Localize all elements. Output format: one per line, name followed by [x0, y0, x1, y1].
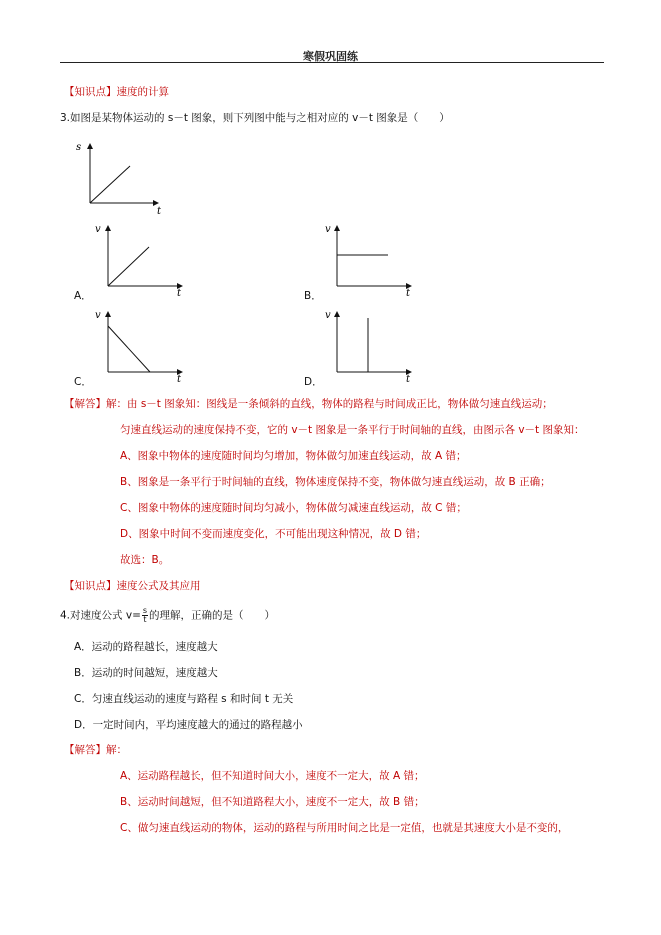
svg-text:t: t	[177, 374, 182, 385]
answer-3-line-3: A、图象中物体的速度随时间均匀增加，物体做匀加速直线运动，故 A 错；	[120, 450, 467, 462]
answer-4-line-3: C、做匀速直线运动的物体，运动的路程与所用时间之比是一定值，也就是其速度大小是不变的，	[120, 822, 569, 834]
answer-3-line-6: D、图象中时间不变而速度变化，不可能出现这种情况，故 D 错；	[120, 528, 427, 540]
option-a-label: A．	[74, 290, 92, 302]
question-3: 3.如图是某物体运动的 s－t 图象，则下列图中能与之相对应的 v－t 图象是（ ）	[60, 112, 450, 124]
knowledge-topic: 速度的计算	[116, 86, 169, 98]
option-b-graph	[322, 220, 422, 302]
main-s-t-graph	[70, 138, 170, 218]
v-t-line-c	[108, 326, 150, 372]
svg-text:v: v	[95, 310, 101, 321]
option-c-graph	[92, 306, 192, 388]
answer-3-line-2: 匀速直线运动的速度保持不变，它的 v－t 图象是一条平行于时间轴的直线，由图示各 v－t 图象知：	[120, 424, 585, 436]
svg-text:v: v	[95, 224, 101, 235]
answer-4-line-1: A、运动路程越长，但不知道时间大小，速度不一定大，故 A 错；	[120, 770, 425, 782]
option-d-label: D．	[304, 376, 323, 388]
answer-3-line-7: 故选：B。	[120, 554, 170, 566]
option-d-graph	[322, 306, 422, 388]
answer-4-line-2: B、运动时间越短，但不知道路程大小，速度不一定大，故 B 错；	[120, 796, 425, 808]
knowledge-tag: 【知识点】	[64, 86, 117, 98]
answer-3-line-1: 【解答】解：由 s－t 图象知：图线是一条倾斜的直线，物体的路程与时间成正比，物体做匀速直线运动；	[64, 398, 553, 410]
option-a-graph	[92, 220, 192, 302]
option-c-label: C．	[74, 376, 92, 388]
option-b-label: B．	[304, 290, 322, 302]
svg-text:t: t	[177, 288, 182, 299]
svg-text:t: t	[406, 374, 411, 385]
header-divider	[60, 62, 604, 63]
question-4-option-d: D．一定时间内，平均速度越大的通过的路程越小	[74, 719, 303, 731]
knowledge-point-2: 【知识点】速度公式及其应用	[64, 580, 201, 592]
formula-fraction: $\frac{s}{t}$	[142, 606, 148, 624]
x-axis-label: t	[157, 206, 162, 217]
svg-text:t: t	[406, 288, 411, 299]
answer-tag: 【解答】	[64, 398, 106, 410]
svg-text:v: v	[325, 224, 331, 235]
svg-text:v: v	[325, 310, 331, 321]
page-header-title: 寒假巩固练	[303, 50, 358, 63]
question-4: 4.对速度公式 v= $\frac{s}{t}$ 的理解，正确的是（ ）	[60, 606, 276, 624]
answer-3-line-4: B、图象是一条平行于时间轴的直线，物体速度保持不变，物体做匀速直线运动，故 B 正确；	[120, 476, 551, 488]
y-axis-label: s	[76, 142, 82, 153]
knowledge-point-1	[64, 85, 169, 99]
question-4-option-b: B．运动的时间越短，速度越大	[74, 667, 218, 679]
answer-3-line-5: C、图象中物体的速度随时间均匀减小，物体做匀减速直线运动，故 C 错；	[120, 502, 467, 514]
question-4-option-a: A．运动的路程越长，速度越大	[74, 641, 218, 653]
s-t-line	[90, 166, 130, 203]
v-t-line-a	[108, 247, 149, 286]
question-4-option-c: C．匀速直线运动的速度与路程 s 和时间 t 无关	[74, 693, 294, 705]
answer-4-intro: 【解答】解：	[64, 744, 127, 756]
